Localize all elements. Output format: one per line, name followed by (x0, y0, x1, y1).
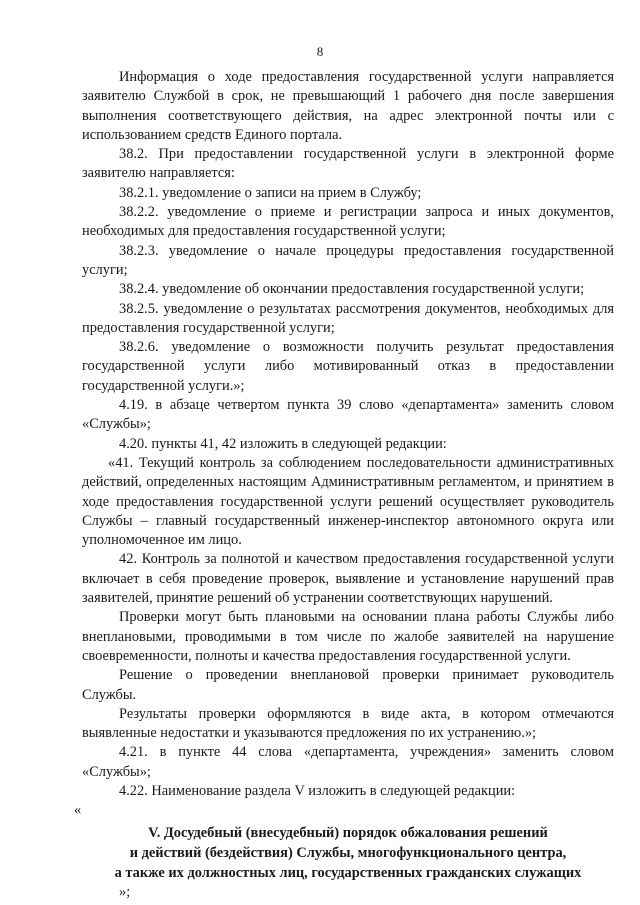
paragraph-38-2-1: 38.2.1. уведомление о записи на прием в Службу; (119, 184, 422, 201)
paragraph-38-2-4: 38.2.4. уведомление об окончании предоставления государственной услуги; (119, 281, 585, 298)
section-heading-line-2: и действий (бездействия) Службы, многофункционального центра, (129, 845, 567, 862)
paragraph-38-2: 38.2. При предоставлении государственной услуги в электронной форме заявителю направляется: (82, 146, 614, 182)
document-body (74, 68, 614, 903)
page-number: 8 (316, 44, 324, 59)
closing-quote: »; (119, 884, 131, 901)
section-heading (82, 823, 614, 883)
paragraph-4-21: 4.21. в пункте 44 слова «департамента, учреждения» заменить словом «Службы»; (82, 744, 614, 780)
section-heading-line-1: V. Досудебный (внесудебный) порядок обжалования решений (148, 825, 548, 842)
paragraph-unplanned-decision: Решение о проведении внеплановой проверки принимает руководитель Службы. (82, 667, 614, 703)
paragraph-42: 42. Контроль за полнотой и качеством предоставления государственной услуги включает в себя проведение проверок, выявление и установление нарушений прав заявителей, принятие решений об устранении соответствующих нарушений. (82, 551, 614, 607)
paragraph-info-delivery: Информация о ходе предоставления государственной услуги направляется заявителю Службой в срок, не превышающий 1 рабочего дня после завершения выполнения соответствующего действия, на адрес электронной почты или с использованием средств Единого портала. (82, 69, 614, 143)
paragraph-4-20: 4.20. пункты 41, 42 изложить в следующей редакции: (119, 435, 447, 452)
paragraph-38-2-5: 38.2.5. уведомление о результатах рассмотрения документов, необходимых для предоставления государственной услуги; (82, 300, 614, 336)
paragraph-41: «41. Текущий контроль за соблюдением последовательности административных действий, определенных настоящим Административным регламентом, и принятием в ходе предоставления государственной услуги решений осуществляет руководитель Службы – главный государственный инженер-инспектор автономного округа или уполномоченное им лицо. (82, 454, 614, 549)
paragraph-inspection-results: Результаты проверки оформляются в виде акта, в котором отмечаются выявленные недостатки и указываются предложения по их устранению.»; (82, 705, 614, 742)
opening-quote: « (74, 802, 82, 819)
paragraph-4-19: 4.19. в абзаце четвертом пункта 39 слово «департамента» заменить словом «Службы»; (82, 397, 614, 433)
section-heading-line-3: а также их должностных лиц, государственных гражданских служащих (114, 865, 582, 882)
paragraph-4-22: 4.22. Наименование раздела V изложить в следующей редакции: (119, 782, 516, 799)
paragraph-38-2-2: 38.2.2. уведомление о приеме и регистрации запроса и иных документов, необходимых для предоставления государственной услуги; (82, 204, 614, 240)
paragraph-inspections: Проверки могут быть плановыми на основании плана работы Службы либо внеплановыми, проводимыми в том числе по жалобе заявителей на нарушение своевременности, полноты и качества предоставления государственной услуги. (82, 609, 614, 664)
paragraph-38-2-3: 38.2.3. уведомление о начале процедуры предоставления государственной услуги; (82, 242, 614, 278)
paragraph-38-2-6: 38.2.6. уведомление о возможности получить результат предоставления государственной услуги либо мотивированный отказ в предоставлении государственной услуги.»; (82, 339, 614, 394)
